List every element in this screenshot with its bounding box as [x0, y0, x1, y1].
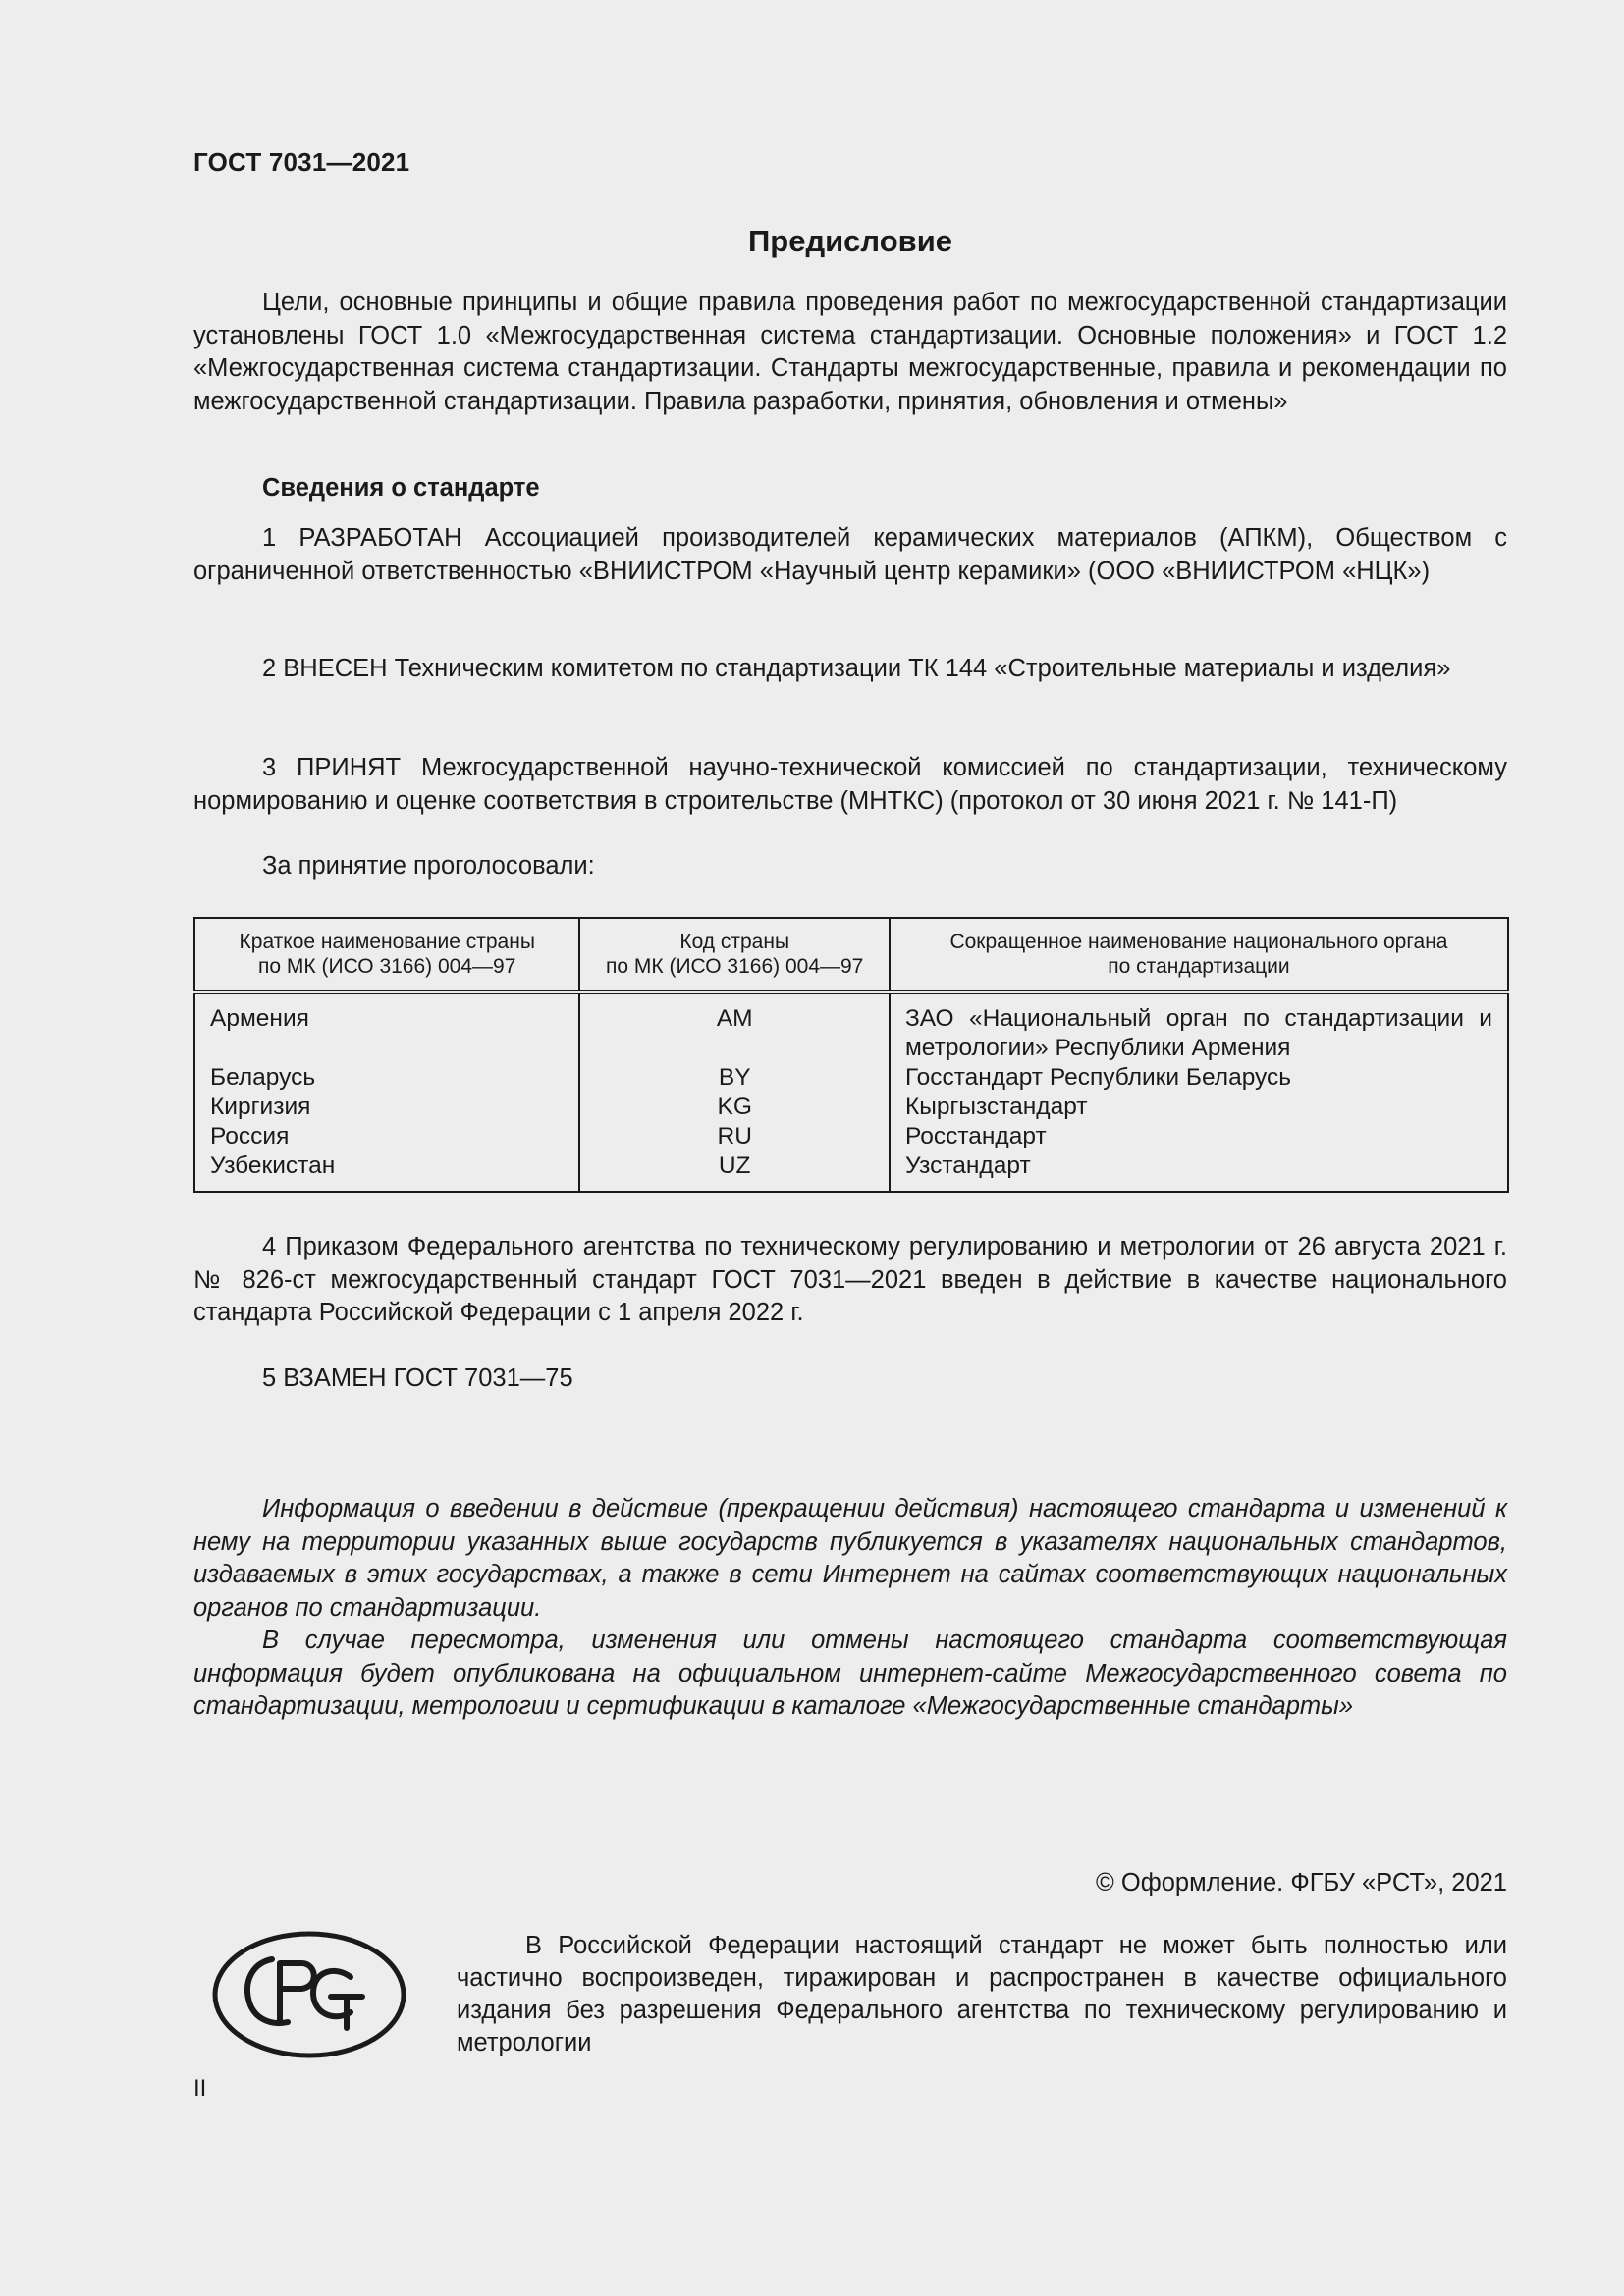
- header-country-line2: по МК (ИСО 3166) 004—97: [258, 955, 516, 978]
- organ-cell: Росстандарт: [890, 1122, 1508, 1151]
- code-cell: AM: [579, 992, 889, 1063]
- document-code-header: ГОСТ 7031—2021: [193, 147, 410, 177]
- header-country-code: [579, 918, 889, 992]
- header-country-name: [194, 918, 579, 992]
- notice-paragraph-1: Информация о введении в действие (прекращении действия) настоящего стандарта и изменений к нему на территории указанных выше государств публикуется в указателях национальных стандартов, издаваемых в этих государствах, а также в сети Интернет на сайтах соответствующих национальных органов по стандартизации.: [193, 1495, 1507, 1622]
- code-cell: KG: [579, 1093, 889, 1122]
- code-cell: BY: [579, 1063, 889, 1093]
- header-code-line1: Код страны: [679, 931, 790, 953]
- header-national-body: [890, 918, 1508, 992]
- intro-paragraph: Цели, основные принципы и общие правила проведения работ по межгосударственной стандартизации установлены ГОСТ 1.0 «Межгосударственная система стандартизации. Основные положения» и ГОСТ 1.2 «Межгосударственная система стандартизации. Стандарты межгосударственные, правила и рекомендации по межгосударственной стандартизации. Правила разработки, принятия, обновления и отмены»: [193, 289, 1507, 415]
- code-cell: UZ: [579, 1151, 889, 1192]
- item-1-developed: 1 РАЗРАБОТАН Ассоциацией производителей керамических материалов (АПКМ), Обществом с ограниченной ответственностью «ВНИИСТРОМ «Научный центр керамики» (ООО «ВНИИСТРОМ «НЦК»): [193, 524, 1507, 585]
- item-4-order: 4 Приказом Федерального агентства по техническому регулированию и метрологии от 26 августа 2021 г. № 826-ст межгосударственный стандарт ГОСТ 7031—2021 введен в действие в качестве национального стандарта Российской Федерации с 1 апреля 2022 г.: [193, 1233, 1507, 1326]
- reproduction-rights-notice: В Российской Федерации настоящий стандарт не может быть полностью или частично воспроизведен, тиражирован и распространен в качестве официального издания без разрешения Федерального агентства по техническому регулированию и метрологии: [457, 1932, 1507, 2056]
- table-header-row: [194, 918, 1508, 992]
- page-number: II: [193, 2075, 207, 2102]
- table-row: [194, 992, 1508, 1063]
- table-row: [194, 1151, 1508, 1192]
- voting-countries-table: [193, 917, 1509, 1193]
- country-cell: Беларусь: [194, 1063, 579, 1093]
- notice-paragraph-2: В случае пересмотра, изменения или отмены настоящего стандарта соответствующая информация будет опубликована на официальном интернет-сайте Межгосударственного совета по стандартизации, метрологии и сертификации в каталоге «Межгосударственные стандарты»: [193, 1627, 1507, 1720]
- item-2-introduced: 2 ВНЕСЕН Техническим комитетом по стандартизации ТК 144 «Строительные материалы и изделия»: [262, 655, 1451, 682]
- standard-info-heading: Сведения о стандарте: [262, 474, 540, 502]
- country-cell: Киргизия: [194, 1093, 579, 1122]
- code-cell: RU: [579, 1122, 889, 1151]
- copyright-line: © Оформление. ФГБУ «РСТ», 2021: [1096, 1869, 1507, 1896]
- header-country-line1: Краткое наименование страны: [239, 931, 535, 953]
- rst-logo: [211, 1926, 407, 2063]
- organ-cell: ЗАО «Национальный орган по стандартизации и метрологии» Республики Армения: [890, 992, 1508, 1063]
- country-cell: Узбекистан: [194, 1151, 579, 1192]
- organ-cell: Госстандарт Республики Беларусь: [890, 1063, 1508, 1093]
- table-row: [194, 1122, 1508, 1151]
- country-cell: Россия: [194, 1122, 579, 1151]
- item-5-replaces: 5 ВЗАМЕН ГОСТ 7031—75: [262, 1364, 573, 1392]
- header-code-line2: по МК (ИСО 3166) 004—97: [606, 955, 864, 978]
- organ-cell: Узстандарт: [890, 1151, 1508, 1192]
- item-3-adopted: 3 ПРИНЯТ Межгосударственной научно-технической комиссией по стандартизации, техническому нормированию и оценке соответствия в строительстве (МНТКС) (протокол от 30 июня 2021 г. № 141-П): [193, 754, 1507, 815]
- header-organ-line2: по стандартизации: [1108, 955, 1290, 978]
- country-cell: Армения: [194, 992, 579, 1063]
- table-row: [194, 1093, 1508, 1122]
- page-title: Предисловие: [747, 224, 952, 258]
- document-page: [193, 0, 1507, 2296]
- organ-cell: Кыргызстандарт: [890, 1093, 1508, 1122]
- header-organ-line1: Сокращенное наименование национального органа: [949, 931, 1448, 953]
- voted-label: За принятие проголосовали:: [262, 852, 595, 880]
- table-row: [194, 1063, 1508, 1093]
